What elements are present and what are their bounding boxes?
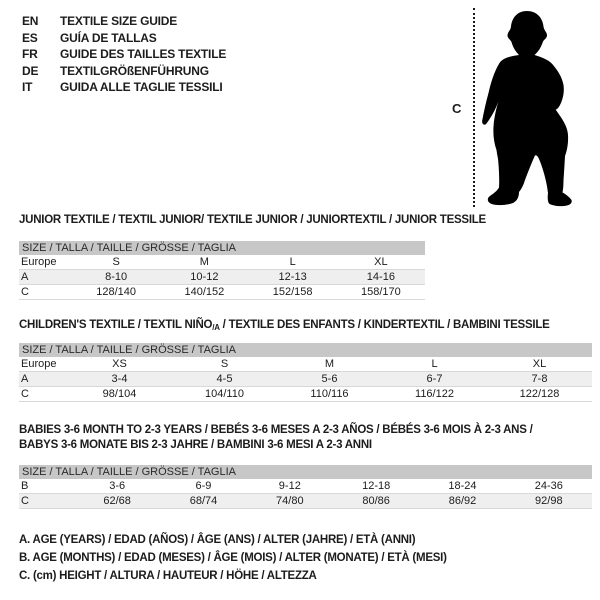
footnotes (19, 531, 447, 585)
table-cell: S (112, 256, 120, 268)
children-heading-text: / TEXTILE DES ENFANTS / KINDERTEXTIL / BAMBINI TESSILE (219, 319, 550, 331)
table-cell: 6-9 (195, 480, 212, 492)
table-cell: 7-8 (531, 373, 548, 385)
footnote-a: A. AGE (YEARS) / EDAD (AÑOS) / ÂGE (ANS) / ALTER (JAHRE) / ETÀ (ANNI) (19, 534, 416, 546)
table-cell: 24-36 (534, 480, 563, 492)
table-row (19, 479, 592, 494)
table-cell: S (220, 358, 229, 370)
row-label: B (21, 480, 29, 492)
row-label: C (21, 388, 29, 400)
table-cell: 152/158 (272, 286, 313, 298)
table-cell: 3-6 (109, 480, 126, 492)
table-cell: 12-13 (278, 271, 307, 283)
language-code: FR (22, 47, 38, 61)
table-cell: 14-16 (366, 271, 395, 283)
footnote-c: C. (cm) HEIGHT / ALTURA / HAUTEUR / HÖHE / ALTEZZA (19, 570, 317, 582)
language-row-de (22, 63, 226, 80)
babies-section-heading (19, 423, 533, 453)
table-cell: XL (532, 358, 547, 370)
table-row (19, 372, 592, 387)
children-section-heading (19, 318, 550, 335)
table-cell: 116/122 (415, 388, 454, 400)
height-measure-label: C (452, 101, 462, 116)
table-cell: 18-24 (448, 480, 477, 492)
language-code: ES (22, 30, 38, 45)
table-cell: 92/98 (535, 495, 563, 507)
junior-size-header: SIZE / TALLA / TAILLE / GRÖSSE / TAGLIA (19, 241, 425, 255)
language-row-en (22, 13, 226, 30)
table-cell: 80/86 (362, 495, 390, 507)
table-cell: 9-12 (278, 480, 301, 492)
children-heading-subscript: /A (212, 323, 220, 332)
language-list (22, 13, 226, 96)
table-cell: 74/80 (276, 495, 304, 507)
table-row (19, 387, 592, 402)
row-label: Europe (21, 256, 57, 268)
language-title: TEXTILGRÖßENFÜHRUNG (60, 63, 209, 78)
table-cell: 104/110 (205, 388, 244, 400)
table-cell: XL (374, 256, 388, 268)
children-heading-text: CHILDREN'S TEXTILE / TEXTIL NIÑO (19, 319, 213, 331)
table-row (19, 357, 592, 372)
table-cell: 158/170 (360, 286, 401, 298)
babies-heading-line2: BABYS 3-6 MONATE BIS 2-3 JAHRE / BAMBINI 3-6 MESI A 2-3 ANNI (19, 439, 372, 451)
language-code: EN (22, 14, 39, 28)
junior-size-table (19, 241, 425, 300)
height-measure-dotted-line (473, 8, 475, 207)
row-label: A (21, 271, 29, 283)
language-row-it (22, 79, 226, 96)
table-cell: 98/104 (102, 388, 137, 400)
table-cell: 12-18 (362, 480, 391, 492)
table-cell: 6-7 (426, 373, 443, 385)
table-cell: 110/116 (310, 388, 349, 400)
table-cell: 4-5 (216, 373, 233, 385)
table-cell: 5-6 (321, 373, 338, 385)
language-row-fr (22, 46, 226, 63)
babies-size-table (19, 465, 592, 509)
table-cell: 68/74 (189, 495, 218, 507)
table-cell: 128/140 (96, 286, 136, 298)
table-row (19, 270, 425, 285)
table-cell: 3-4 (111, 373, 128, 385)
table-cell: 122/128 (519, 388, 560, 400)
footnote-b: B. AGE (MONTHS) / EDAD (MESES) / ÂGE (MOIS) / ALTER (MONATE) / ETÀ (MESI) (19, 552, 447, 564)
table-row (19, 285, 425, 300)
table-row (19, 255, 425, 270)
row-label: C (21, 286, 29, 298)
table-cell: 10-12 (190, 271, 219, 283)
table-cell: XS (112, 358, 127, 370)
table-cell: 140/152 (184, 286, 225, 298)
table-cell: L (289, 256, 296, 268)
language-code: IT (22, 80, 33, 94)
children-size-table (19, 343, 592, 402)
row-label: C (21, 495, 29, 507)
table-cell: M (324, 358, 335, 370)
table-cell: 8-10 (105, 271, 128, 283)
row-label: Europe (21, 358, 57, 370)
children-size-header: SIZE / TALLA / TAILLE / GRÖSSE / TAGLIA (19, 343, 592, 357)
babies-heading-line1: BABIES 3-6 MONTH TO 2-3 YEARS / BEBÉS 3-6 MESES A 2-3 AÑOS / BÉBÉS 3-6 MOIS À 2-3 ANS / (19, 424, 533, 436)
language-title: TEXTILE SIZE GUIDE (60, 14, 178, 28)
junior-section-heading: JUNIOR TEXTILE / TEXTIL JUNIOR/ TEXTILE JUNIOR / JUNIORTEXTIL / JUNIOR TESSILE (19, 214, 486, 226)
table-cell: 62/68 (103, 495, 131, 507)
table-cell: M (199, 256, 209, 268)
table-cell: 86/92 (448, 495, 477, 507)
language-row-es (22, 30, 226, 47)
baby-silhouette-icon (478, 8, 578, 212)
language-code: DE (22, 63, 39, 78)
row-label: A (21, 373, 29, 385)
babies-size-header: SIZE / TALLA / TAILLE / GRÖSSE / TAGLIA (19, 465, 592, 479)
table-row (19, 494, 592, 509)
language-title: GUÍA DE TALLAS (60, 30, 157, 45)
table-cell: L (431, 358, 438, 370)
language-title: GUIDA ALLE TAGLIE TESSILI (60, 80, 223, 94)
language-title: GUIDE DES TAILLES TEXTILE (60, 47, 227, 61)
